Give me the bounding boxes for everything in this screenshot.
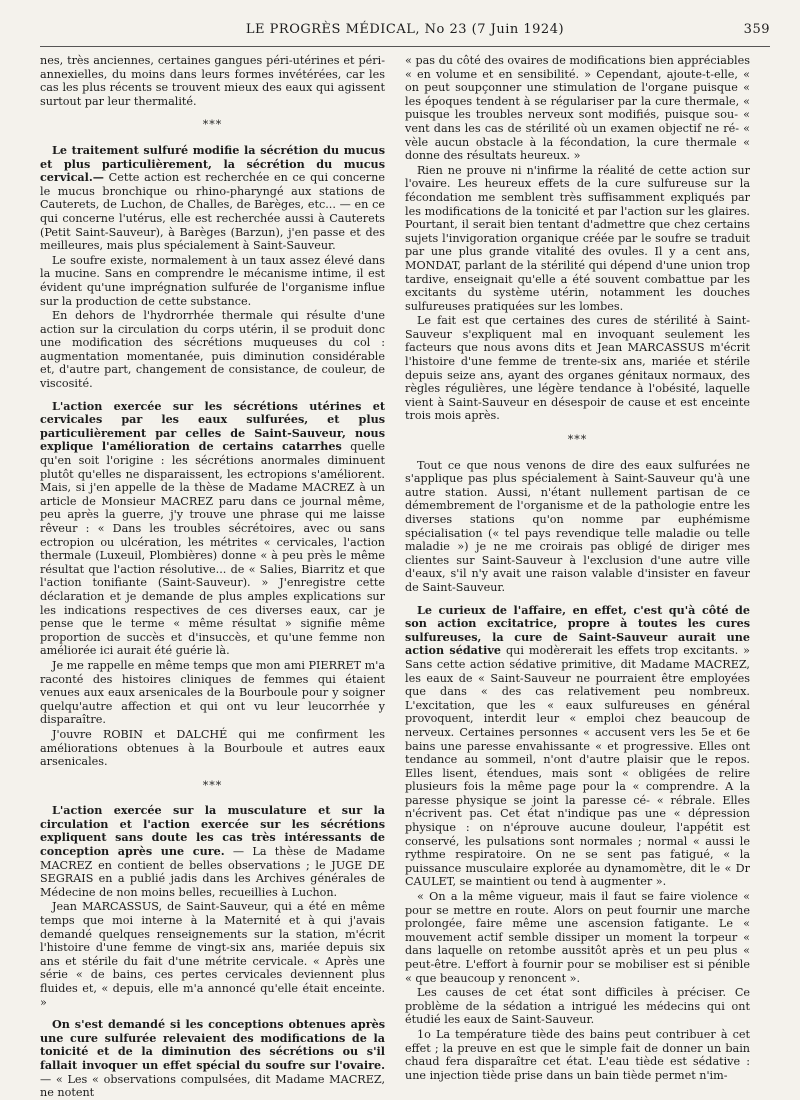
running-header bbox=[40, 18, 770, 47]
paragraph: « On a la même vigueur, mais il faut se faire violence « pour se mettre en route. Alors on peut fournir une marche prolongée, faire même une ascension fatigante. Le « mouvement actif semble dissiper un moment la torpeur « dans laquelle on retombe aussitôt après et un peu plus « peut-être. L'effort à fournir pour se mobiliser est si pénible « que beaucoup y renoncent ». bbox=[405, 890, 750, 985]
paragraph: Le traitement sulfuré modifie la sécrétion du mucus et plus particulièrement, la sécrétion du mucus cervical.— Cette action est recherchée en ce qui concerne le mucus bronchique ou rhino-pharyngé aux stations de Cauterets, de Luchon, de Challes, de Barèges, etc... — en ce qui concerne l'utérus, elle est recherchée aussi à Cauterets (Petit Saint-Sauveur), à Barèges (Barzun), j'en passe et des meilleures, mais plus spécialement à Saint-Sauveur. bbox=[40, 142, 385, 253]
paragraph: L'action exercée sur la musculature et sur la circulation et l'action exercée sur les sécrétions expliquent sans doute les cas très intéressants de conception après une cure. — La thèse de Madame MACREZ en contient de belles observations ; le JUGE DE SEGRAIS en a publié jadis dans les Archives générales de Médecine de non moins belles, recueillies à Luchon. bbox=[40, 803, 385, 899]
section-separator: *** bbox=[202, 118, 223, 132]
section-heading: L'action exercée sur la musculature et sur la circulation et l'action exercée sur les sécrétions expliquent sans doute les cas très intéressants de conception après une cure. bbox=[40, 803, 385, 859]
right-column bbox=[405, 54, 750, 1082]
section-heading: Le curieux de l'affaire, en effet, c'est qu'à côté de son action excitatrice, propre à toutes les cures sulfureuses, la cure de Saint-Sauveur aurait une action sédative bbox=[405, 602, 750, 658]
section-heading: L'action exercée sur les sécrétions utérines et cervicales par les eaux sulfurées, et plus particulièrement par celles de Saint-Sauveur, nous explique l'amélioration de certains catarrhes bbox=[40, 398, 385, 454]
paragraph: « pas du côté des ovaires de modifications bien appréciables « en volume et en sensibilité. » Cependant, ajoute-t-elle, « on peut soupçonner une stimulation de l'organe puisque « les époques tendent à se régulariser par la cure thermale, « puisque les troubles nerveux sont modifiés, puisque sou- « vent dans les cas de stérilité où un examen objectif ne ré- « vèle aucun obstacle à la fécondation, la cure thermale « donne des résultats heureux. » bbox=[405, 54, 750, 163]
paragraph: J'ouvre ROBIN et DALCHÉ qui me confirment les améliorations obtenues à la Bourboule et autres eaux arsenicales. bbox=[40, 727, 385, 769]
paragraph: Le soufre existe, normalement à un taux assez élevé dans la mucine. Sans en comprendre le mécanisme intime, il est évident qu'une imprégnation sulfurée de l'organisme influe sur la production de cette substance. bbox=[40, 253, 385, 308]
section-separator: *** bbox=[202, 778, 223, 792]
section-heading: On s'est demandé si les conceptions obtenues après une cure sulfurée relevaient des modifications de la tonicité et de la diminution des sécrétions ou s'il fallait invoquer un effet spécial du soufre sur l'ovaire. bbox=[40, 1017, 385, 1072]
paragraph: Je me rappelle en même temps que mon ami PIERRET m'a raconté des histoires cliniques de femmes qui étaient venues aux eaux arsenicales de la Bourboule pour y soigner quelqu'autre affection et qui ont vu leur leucorrhée y disparaître. bbox=[40, 658, 385, 727]
section-separator: *** bbox=[567, 433, 588, 447]
paragraph: Le curieux de l'affaire, en effet, c'est qu'à côté de son action excitatrice, propre à toutes les cures sulfureuses, la cure de Saint-Sauveur aurait une action sédative qui modèrerait les effets trop excitants. » Sans cette action sédative primitive, dit Madame MACREZ, les eaux de « Saint-Sauveur ne pourraient être employées que dans « des cas relativement peu nombreux. L'excitation, que les « eaux sulfureuses en général provoquent, interdit leur « emploi chez beaucoup de nerveux. Certaines personnes « accusent vers les 5e et 6e bains une paresse envahissante « et progressive. Elles ont tendance au sommeil, n'ont d'autre plaisir que le repos. Elles lisent, étendues, mais sont « obligées de relire plusieurs fois la même page pour la « comprendre. A la paresse physique se joint la paresse cé- « rébrale. Elles n'écrivent pas. Cet état n'indique pas une « dépression physique : on n'éprouve aucune douleur, l'appétit est conservé, les pulsations sont normales ; normal « aussi le rythme respiratoire. On ne se sent pas fatigué, « la puissance musculaire explorée au dynamomètre, dit le « Dr CAULET, se maintient ou tend à augmenter ». bbox=[405, 602, 750, 889]
paragraph: En dehors de l'hydrorrhée thermale qui résulte d'une action sur la circulation du corps utérin, il se produit donc une modification des sécrétions muqueuses du col : augmentation momentanée, puis diminution considérable et, d'autre part, changement de consistance, de couleur, de viscosité. bbox=[40, 309, 385, 391]
section-heading: Le traitement sulfuré modifie la sécrétion du mucus et plus particulièrement, la sécrétion du mucus cervical.— bbox=[40, 142, 385, 185]
paragraph: Les causes de cet état sont difficiles à préciser. Ce problème de la sédation a intrigué les médecins qui ont étudié les eaux de Saint-Sauveur. bbox=[405, 986, 750, 1027]
paragraph: On s'est demandé si les conceptions obtenues après une cure sulfurée relevaient des modifications de la tonicité et de la diminution des sécrétions ou s'il fallait invoquer un effet spécial du soufre sur l'ovaire. — « Les « observations compulsées, dit Madame MACREZ, ne notent bbox=[40, 1017, 385, 1100]
paragraph: Tout ce que nous venons de dire des eaux sulfurées ne s'applique pas plus spécialement à Saint-Sauveur qu'à une autre station. Aussi, n'étant nullement partisan de ce démembrement de l'organisme et de la pathologie entre les diverses stations qu'on nomme par euphémisme spécialisation (« tel pays revendique telle maladie ou telle maladie ») je ne me croirais pas obligé de diriger mes clientes sur Saint-Sauveur à l'exclusion d'une autre ville d'eaux, s'il n'y avait une raison valable d'insister en faveur de Saint-Sauveur. bbox=[405, 458, 750, 594]
paragraph: nes, très anciennes, certaines gangues péri-utérines et péri-annexielles, du moins dans leurs formes invétérées, car les cas les plus récents se trouvent mieux des eaux qui agissent surtout par leur thermalité. bbox=[40, 54, 385, 108]
paragraph: Rien ne prouve ni n'infirme la réalité de cette action sur l'ovaire. Les heureux effets de la cure sulfureuse sur la fécondation me semblent très suffisamment expliqués par les modifications de la tonicité et par l'action sur les glaires. Pourtant, il serait bien tentant d'admettre que chez certains sujets l'invigoration organique créée par le soufre se traduit par une plus grande vitalité des ovules. Il y a cent ans, MONDAT, parlant de la stérilité qui dépend d'une union trop tardive, enseignait qu'elle a été souvent combattue par les excitants du système utérin, notamment les douches sulfureuses pratiquées sur les lombes. bbox=[405, 163, 750, 313]
paragraph: Le fait est que certaines des cures de stérilité à Saint-Sauveur s'expliquent mal en invoquant seulement les facteurs que nous avons dits et Jean MARCASSUS m'écrit l'histoire d'une femme de trente-six ans, mariée et stérile depuis seize ans, ayant des organes génitaux normaux, des règles régulières, une légère tendance à l'obésité, laquelle vient à Saint-Sauveur en désespoir de cause et est enceinte trois mois après. bbox=[405, 314, 750, 423]
left-column bbox=[40, 54, 385, 1100]
paragraph: Jean MARCASSUS, de Saint-Sauveur, qui a été en même temps que moi interne à la Maternité et à qui j'avais demandé quelques renseignements sur la station, m'écrit l'histoire d'une femme de vingt-six ans, mariée depuis six ans et stérile du fait d'une métrite cervicale. « Après une série « de bains, ces pertes cervicales deviennent plus fluides et, « depuis, elle m'a annoncé qu'elle était enceinte. » bbox=[40, 900, 385, 1009]
paragraph: 1o La température tiède des bains peut contribuer à cet effet ; la preuve en est que le simple fait de donner un bain chaud fera disparaître cet état. L'eau tiède est sédative : une injection tiède prise dans un bain tiède permet n'im- bbox=[405, 1027, 750, 1082]
page-number: 359 bbox=[743, 22, 770, 37]
running-title: LE PROGRÈS MÉDICAL, No 23 (7 Juin 1924) bbox=[245, 22, 565, 37]
paragraph: L'action exercée sur les sécrétions utérines et cervicales par les eaux sulfurées, et plus particulièrement par celles de Saint-Sauveur, nous explique l'amélioration de certains catarrhes quelle qu'en soit l'origine : les sécrétions anormales diminuent plutôt qu'elles ne disparaissent, les ectropions s'améliorent. Mais, si j'en appelle de la thèse de Madame MACREZ à un article de Monsieur MACREZ paru dans ce journal même, peu après la guerre, j'y trouve une phrase qui me laisse rêveur : « Dans les troubles sécrétoires, avec ou sans ectropion ou ulcération, les métrites « cervicales, l'action thermale (Luxeuil, Plombières) donne « à peu près le même résultat que l'action résolutive... de « Salies, Biarritz et que l'action tonifiante (Saint-Sauveur). » J'enregistre cette déclaration et je demande de plus amples explications sur les indications respectives de ces diverses eaux, car je pense que le terme « même résultat » signifie même proportion de succès et d'insuccès, et qu'une femme non améliorée ici aurait été guérie là. bbox=[40, 398, 385, 658]
